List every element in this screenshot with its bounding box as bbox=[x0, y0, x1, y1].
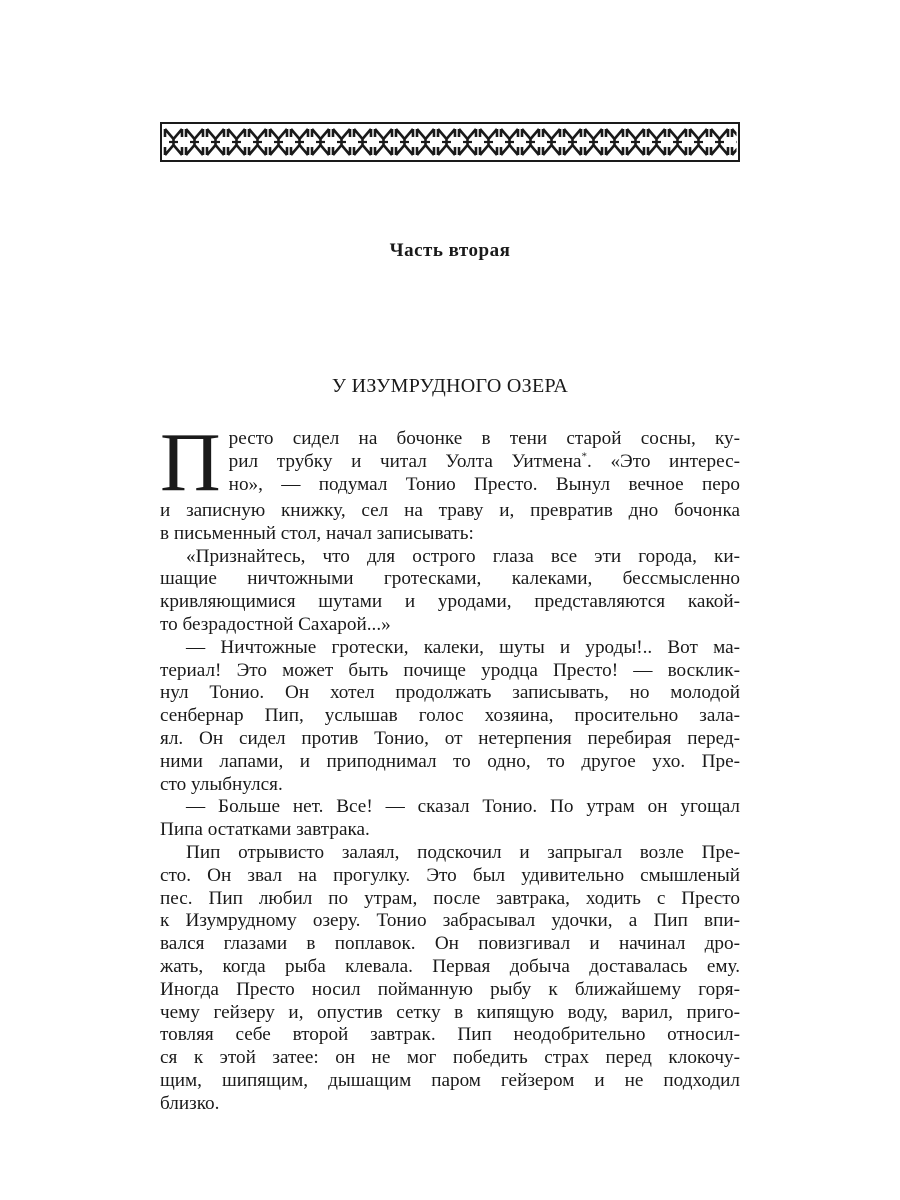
paragraph-1 bbox=[160, 416, 740, 546]
text-line: ял. Он сидел против Тонио, от нетерпения перебирая перед- bbox=[160, 727, 740, 749]
text-line: близко. bbox=[160, 1092, 220, 1114]
decorative-ornament-border bbox=[160, 122, 740, 162]
text-line: ними лапами, и приподнимал то одно, то другое ухо. Пре- bbox=[160, 750, 740, 772]
text-line: чему гейзеру и, опустив сетку в кипящую воду, варил, приго- bbox=[160, 1001, 740, 1023]
text-line: сто. Он звал на прогулку. Это был удивительно смышленый bbox=[160, 864, 740, 886]
paragraph-5 bbox=[160, 842, 740, 1116]
text-line: к Изумрудному озеру. Тонио забрасывал удочки, а Пип впи- bbox=[160, 910, 740, 932]
paragraph-2 bbox=[160, 546, 740, 637]
text-line: Иногда Престо носил пойманную рыбу к ближайшему горя- bbox=[160, 978, 740, 1000]
chapter-title: У ИЗУМРУДНОГО ОЗЕРА bbox=[331, 375, 569, 397]
text-line: товляя себе второй завтрак. Пип неодобрительно относил- bbox=[160, 1024, 740, 1046]
text-line: ресто сидел на бочонке в тени старой сосны, ку- bbox=[228, 428, 740, 449]
text-line: пес. Пип любил по утрам, после завтрака, ходить с Престо bbox=[160, 887, 740, 909]
text-line: то безрадостной Сахарой...» bbox=[160, 613, 391, 635]
text-line: Пипа остатками завтрака. bbox=[160, 819, 370, 841]
footnote-mark: * bbox=[581, 450, 588, 463]
text-line: — Больше нет. Все! — сказал Тонио. По утрам он угощал bbox=[186, 796, 740, 818]
text-line: Пип отрывисто залаял, подскочил и запрыгал возле Пре- bbox=[186, 841, 740, 863]
text-line: и записную книжку, сел на траву и, превратив дно бочонка bbox=[160, 500, 740, 521]
paragraph-4 bbox=[160, 796, 740, 842]
text-line: нул Тонио. Он хотел продолжать записывать, но молодой bbox=[160, 682, 740, 704]
text-line: в письменный стол, начал записывать: bbox=[160, 522, 474, 544]
text-line: шащие ничтожными гротесками, калеками, бессмысленно bbox=[160, 568, 740, 590]
part-title: Часть вторая bbox=[389, 240, 511, 261]
text-line: «Признайтесь, что для острого глаза все эти города, ки- bbox=[186, 545, 740, 567]
text-line: ся к этой затее: он не мог победить страх перед клокочу- bbox=[160, 1047, 740, 1069]
text-line: сенбернар Пип, услышав голос хозяина, просительно зала- bbox=[160, 705, 740, 727]
text-line: — Ничтожные гротески, калеки, шуты и уроды!.. Вот ма- bbox=[186, 636, 740, 658]
text-line: кривляющимися шутами и уродами, представляются какой- bbox=[160, 591, 740, 613]
text-line: териал! Это может быть почище уродца Престо! — восклик- bbox=[160, 659, 740, 681]
paragraph-3 bbox=[160, 637, 740, 797]
text-line: щим, шипящим, дышащим паром гейзером и не подходил bbox=[160, 1069, 740, 1091]
body-text bbox=[160, 416, 740, 1116]
text-line: но», — подумал Тонио Престо. Вынул вечное перо bbox=[228, 473, 740, 495]
text-line: жать, когда рыба клевала. Первая добыча доставалась ему. bbox=[160, 955, 740, 977]
drop-cap: П bbox=[160, 416, 221, 509]
text-line: рил трубку и читал Уолта Уитмена*. «Это интерес- bbox=[228, 450, 740, 472]
text-line: сто улыбнулся. bbox=[160, 773, 283, 795]
text-line: вался глазами в поплавок. Он повизгивал и начинал дро- bbox=[160, 933, 740, 955]
